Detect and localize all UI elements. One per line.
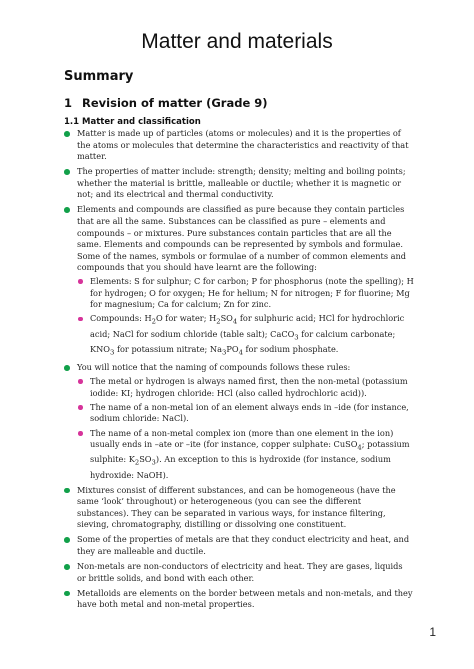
bullet-dot-icon: [64, 207, 70, 213]
bullet-item: [64, 128, 414, 163]
bullet-item: [64, 204, 414, 359]
bullet-text: Matter is made up of particles (atoms or molecules) and it is the properties of the atoms or molecules that determine the characteristics and reactivity of that matter.: [77, 128, 409, 162]
bullet-item: [64, 485, 414, 531]
sub-bullet-dot-icon: [78, 431, 83, 436]
sub-bullet-item: [77, 276, 414, 311]
bullet-dot-icon: [64, 564, 70, 570]
page-title: Matter and materials: [141, 30, 333, 53]
sub-bullet-text: The name of a non-metal ion of an element always ends in –ide (for instance, sodium chloride: NaCl).: [90, 401, 409, 424]
bullet-item: [64, 561, 414, 584]
sub-bullet-dot-icon: [78, 379, 83, 384]
sub-bullet-text: The metal or hydrogen is always named first, then the non-metal (potassium iodide: KI; hydrogen chloride: HCl (also called hydrochloric acid)).: [90, 375, 408, 398]
bullet-dot-icon: [64, 488, 70, 494]
sub-bullet-item: [77, 428, 414, 482]
sub-bullet-list: [77, 276, 414, 359]
sub-bullet-dot-icon: [78, 405, 83, 410]
bullet-text: Metalloids are elements on the border between metals and non-metals, and they have both metal and non-metal properties.: [77, 587, 413, 610]
bullet-dot-icon: [64, 537, 70, 543]
section-heading: [64, 96, 268, 110]
section-number: 1: [64, 96, 73, 110]
bullet-dot-icon: [64, 131, 70, 137]
sub-bullet-text: The name of a non-metal complex ion (more than one element in the ion) usually ends in –ate or –ite (for instance, copper sulphate: CuSO$_4$; potassium sulphite: $K_2SO_3$). An exception to this is hydroxide (for instance, sodium hydroxide: NaOH).: [90, 427, 410, 480]
bullet-item: [64, 588, 414, 611]
bullet-text: Some of the properties of metals are that they conduct electricity and heat, and they are malleable and ductile.: [77, 534, 410, 556]
bullet-list: [64, 128, 414, 614]
bullet-item: [64, 362, 414, 481]
section-title: Revision of matter (Grade 9): [82, 96, 268, 110]
sub-bullet-item: [77, 313, 414, 359]
bullet-dot-icon: [64, 169, 70, 175]
bullet-item: [64, 534, 414, 557]
bullet-text: Mixtures consist of different substances, and can be homogeneous (have the same ‘look’ throughout) or heterogeneous (you can see the different substances). They can be separated in various ways, for instance filtering, sieving, chromatography, distilling or dissolving one constituent.: [77, 484, 396, 530]
bullet-text: You will notice that the naming of compounds follows these rules:: [77, 362, 351, 373]
bullet-text: The properties of matter include: strength; density; melting and boiling points; whether the material is brittle, malleable or ductile; whether it is magnetic or not; and its electrical and thermal conductivity.: [77, 166, 406, 200]
sub-bullet-dot-icon: [78, 279, 83, 284]
sub-bullet-list: [77, 376, 414, 481]
bullet-text: Non-metals are non-conductors of electricity and heat. They are gases, liquids or brittle solids, and bond with each other.: [77, 560, 403, 583]
bullet-text: Elements and compounds are classified as pure because they contain particles that are all the same. Substances can be classified as pure – elements and compounds – or mixtures. Pure substances contain particles that are all the same. Elements and compounds can be represented by symbols and formulae. Some of the names, symbols or formulae of a number of common elements and compounds that you should have learnt are the following:: [77, 204, 407, 273]
sub-bullet-item: [77, 376, 414, 399]
summary-heading: Summary: [64, 69, 134, 84]
sub-bullet-text: Elements: S for sulphur; C for carbon; P for phosphorus (note the spelling); H for hydrogen; O for oxygen; He for helium; N for nitrogen; F for fluorine; Mg for magnesium; Ca for calcium; Zn for zinc.: [90, 275, 414, 310]
bullet-dot-icon: [64, 365, 70, 371]
sub-bullet-dot-icon: [78, 317, 83, 322]
subsection-heading: 1.1 Matter and classification: [64, 117, 201, 127]
bullet-item: [64, 166, 414, 201]
page-number: 1: [429, 625, 436, 639]
bullet-dot-icon: [64, 591, 70, 597]
sub-bullet-text: Compounds: $H_2O$ for water; $H_2SO_4$ for sulphuric acid; HCl for hydrochloric acid; NaCl for sodium chloride (table salt); CaCO$_3$ for calcium carbonate; $KNO_3$ for potassium nitrate; $Na_3PO_4$ for sodium phosphate.: [90, 313, 405, 357]
sub-bullet-item: [77, 402, 414, 425]
